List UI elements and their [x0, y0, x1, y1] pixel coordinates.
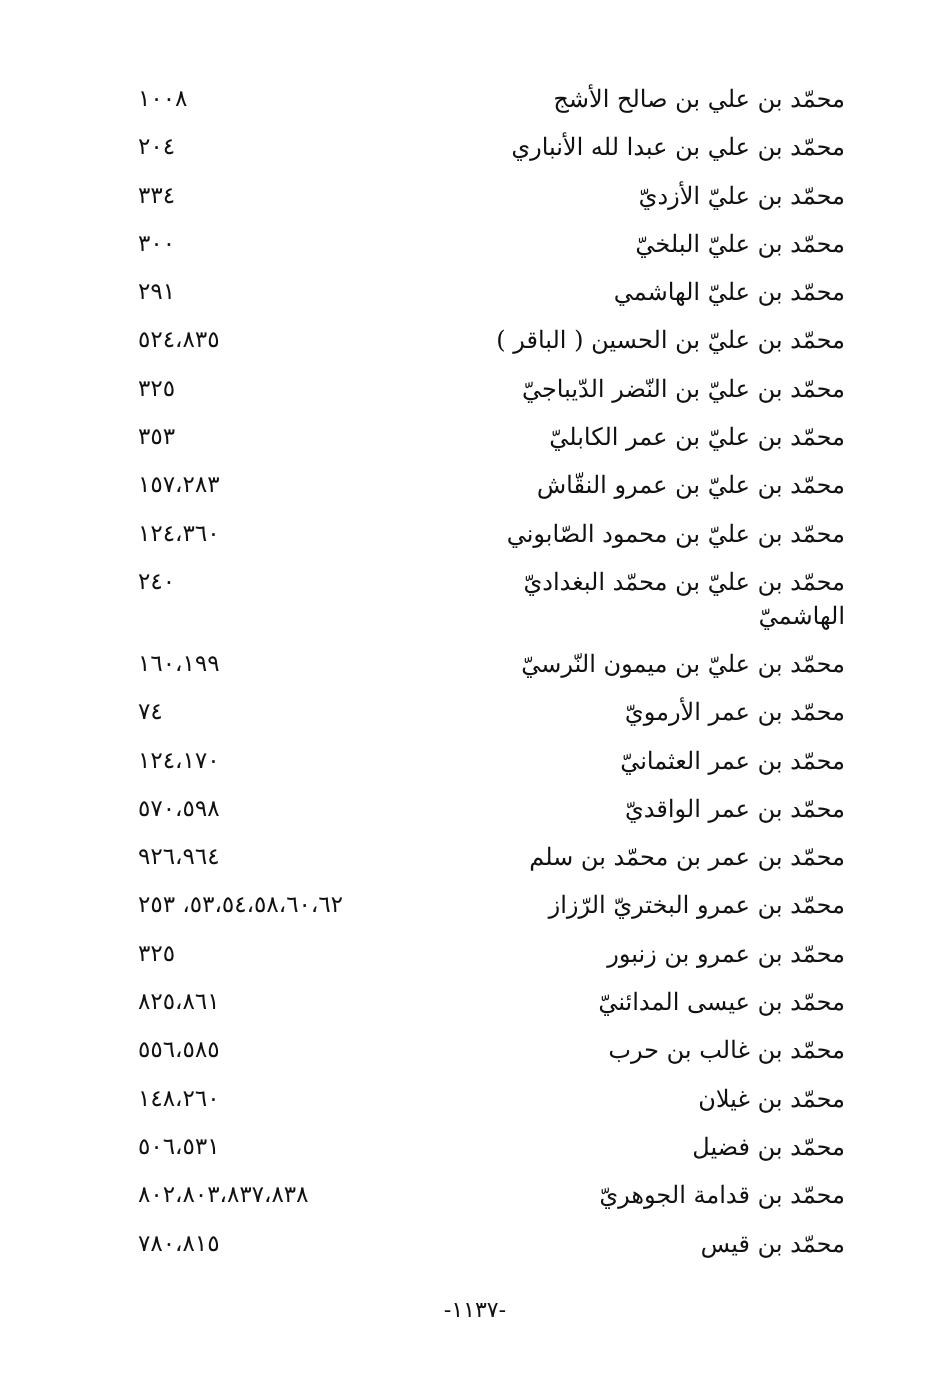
- index-entry: [130, 559, 845, 641]
- entry-name: محمّد بن عمر العثمانيّ: [620, 746, 845, 775]
- index-entry: [130, 931, 845, 979]
- index-entry: [130, 269, 845, 317]
- entry-page-refs: ٥٧٠،٥٩٨: [138, 795, 220, 822]
- entry-page-refs: ١٦٠،١٩٩: [138, 650, 220, 677]
- index-entry: [130, 979, 845, 1027]
- entry-name: محمّد بن عليّ البلخيّ: [635, 229, 845, 258]
- index-entry: [130, 1027, 845, 1075]
- index-entry: [130, 221, 845, 269]
- entry-name: محمّد بن غالب بن حرب: [608, 1036, 845, 1065]
- entry-page-refs: ٨٢٥،٨٦١: [138, 989, 220, 1016]
- entry-name: محمّد بن قيس: [700, 1229, 845, 1258]
- index-entry: [130, 1172, 845, 1220]
- entry-page-refs: ٣٣٤: [138, 182, 176, 209]
- index-entry: [130, 462, 845, 510]
- entry-page-refs: ٣٠٠: [138, 230, 176, 257]
- entry-name: محمّد بن عليّ الهاشمي: [613, 278, 845, 307]
- entry-page-refs: ١٠٠٨: [138, 86, 188, 112]
- index-entry: [130, 834, 845, 882]
- entry-name: محمّد بن عليّ بن الحسين ( الباقر ): [496, 326, 845, 355]
- index-entry: [130, 124, 845, 172]
- entry-page-refs: ١٥٧،٢٨٣: [138, 472, 220, 499]
- entry-name: محمّد بن عمر الأرمويّ: [624, 698, 845, 727]
- index-entry: [130, 414, 845, 462]
- index-entry: [130, 689, 845, 737]
- entry-name: محمّد بن عليّ بن محمّد البغداديّ الهاشميّ: [523, 567, 845, 630]
- entry-name: محمّد بن عليّ بن محمود الصّابوني: [506, 519, 845, 548]
- entry-name: محمّد بن عليّ بن النّضر الدّيباجيّ: [521, 374, 845, 403]
- entry-page-refs: ٥٠٦،٥٣١: [138, 1133, 220, 1160]
- entry-name: محمّد بن عليّ الأزديّ: [638, 181, 845, 210]
- index-entry: [130, 76, 845, 124]
- index-entry: [130, 1221, 845, 1269]
- entry-page-refs: ١٢٤،٣٦٠: [138, 520, 220, 547]
- entry-name: محمّد بن عمرو البختريّ الرّزاز: [548, 891, 845, 920]
- entry-name: محمّد بن علي بن صالح الأشج: [553, 85, 845, 113]
- entry-page-refs: ٢٠٤: [138, 134, 176, 161]
- entry-page-refs: ٧٨٠،٨١٥: [138, 1230, 220, 1257]
- page-number: -١١٣٧-: [443, 1298, 507, 1323]
- entry-page-refs: ٧٤: [138, 699, 163, 726]
- entry-name: محمّد بن غيلان: [698, 1084, 845, 1113]
- index-entry: [130, 511, 845, 559]
- entry-page-refs: ٥٣،٥٤،٥٨،٦٠،٦٢، ٢٥٣: [138, 892, 344, 919]
- entry-name: محمّد بن عليّ بن عمرو النقّاش: [536, 471, 845, 500]
- entry-page-refs: ٢٩١: [138, 279, 176, 306]
- entry-page-refs: ١٢٤،١٧٠: [138, 747, 220, 774]
- entry-page-refs: ١٤٨،٢٦٠: [138, 1085, 220, 1112]
- index-entry: [130, 317, 845, 365]
- entry-page-refs: ٥٥٦،٥٨٥: [138, 1037, 220, 1064]
- entry-page-refs: ٩٢٦،٩٦٤: [138, 844, 220, 871]
- entry-page-refs: ٣٢٥: [138, 940, 176, 967]
- entry-name: محمّد بن عمرو بن زنبور: [607, 939, 845, 968]
- entry-name: محمّد بن عيسى المدائنيّ: [598, 988, 845, 1017]
- entry-name: محمّد بن عمر الواقديّ: [625, 794, 845, 823]
- index-entry: [130, 786, 845, 834]
- entry-name: محمّد بن عليّ بن ميمون النّرسيّ: [521, 649, 845, 678]
- index-entry: [130, 1076, 845, 1124]
- entry-name: محمّد بن علي بن عبدا لله الأنباري: [511, 133, 845, 162]
- entry-page-refs: ٨٠٢،٨٠٣،٨٣٧،٨٣٨: [138, 1182, 309, 1209]
- index-entry: [130, 173, 845, 221]
- entry-page-refs: ٥٢٤،٨٣٥: [138, 327, 220, 354]
- index-entry: [130, 366, 845, 414]
- entry-page-refs: ٣٥٣: [138, 424, 176, 451]
- index-entry: [130, 738, 845, 786]
- entry-page-refs: ٢٤٠: [138, 568, 176, 595]
- entry-name: محمّد بن فضيل: [692, 1132, 845, 1161]
- index-entry: [130, 1124, 845, 1172]
- entry-name: محمّد بن عليّ بن عمر الكابليّ: [549, 423, 845, 452]
- index-entry: [130, 641, 845, 689]
- index-entry: [130, 882, 845, 930]
- entry-name: محمّد بن قدامة الجوهريّ: [599, 1181, 845, 1210]
- entry-page-refs: ٣٢٥: [138, 375, 176, 402]
- index-list: [130, 76, 845, 1269]
- entry-name: محمّد بن عمر بن محمّد بن سلم: [529, 843, 845, 872]
